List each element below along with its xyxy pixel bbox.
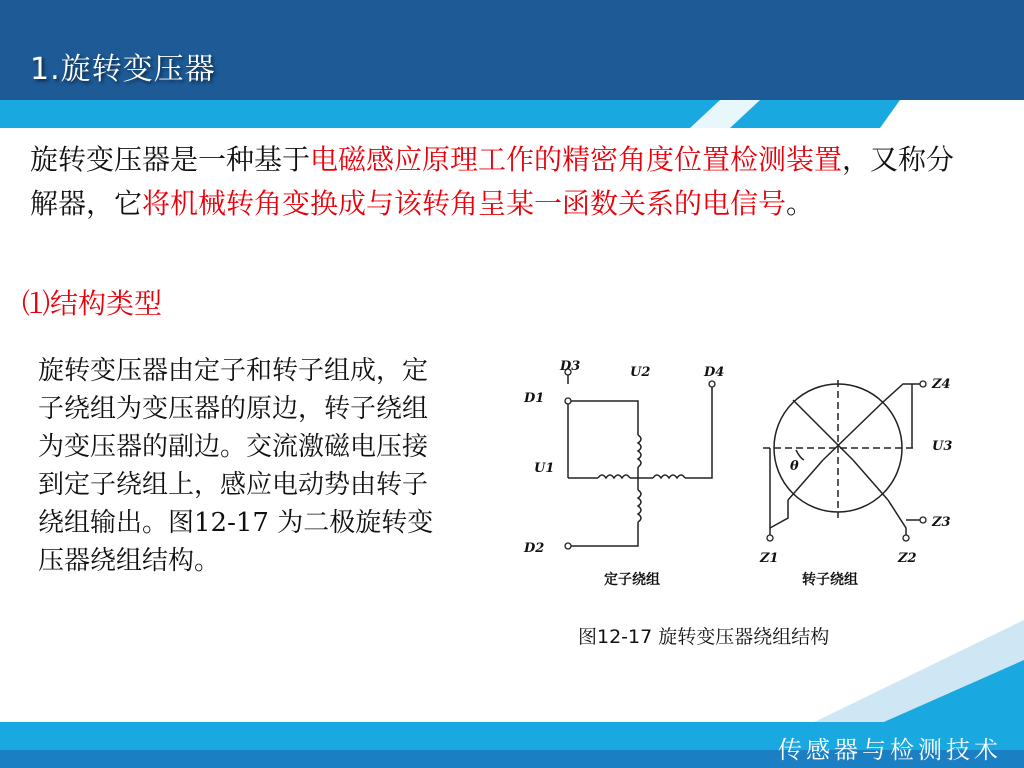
label-u3: U3 [932, 439, 953, 454]
label-d1: D1 [524, 391, 545, 406]
intro-text-1: 旋转变压器是一种基于 [30, 143, 311, 176]
rotor-label: 转子绕组 [802, 572, 858, 588]
label-z3: Z3 [932, 515, 951, 530]
label-d2: D2 [524, 541, 545, 556]
intro-highlight-1: 电磁感应原理工作的精密角度位置检测装置 [310, 143, 843, 176]
description-paragraph: 旋转变压器由定子和转子组成，定子绕组为变压器的原边，转子绕组为变压器的副边。交流激磁电压接到定子绕组上，感应电动势由转子绕组输出。图12-17 为二极旋转变压器绕组结构。 [38, 356, 434, 576]
label-z4: Z4 [932, 377, 951, 392]
label-d3: D3 [560, 359, 581, 374]
label-z1: Z1 [760, 551, 779, 566]
label-theta: θ [790, 459, 799, 474]
label-u2: U2 [630, 365, 651, 380]
intro-text-3: 。 [786, 187, 815, 220]
label-u1: U1 [534, 461, 555, 476]
label-d4: D4 [704, 365, 725, 380]
intro-highlight-2: 将机械转角变换成与该转角呈某一函数关系的电信号 [142, 187, 787, 220]
stator-label: 定子绕组 [604, 572, 660, 588]
figure-caption: 图12-17 旋转变压器绕组结构 [578, 626, 830, 648]
intro-text-2: ，又称分解器，它 [30, 143, 955, 220]
label-z2: Z2 [898, 551, 917, 566]
winding-structure-diagram [508, 350, 968, 602]
intro-paragraph [30, 138, 960, 226]
slide-title: 1.旋转变压器 [30, 52, 216, 87]
section-subheading: ⑴结构类型 [22, 287, 163, 320]
header-stripe [0, 100, 1024, 128]
footer-course-name: 传感器与检测技术 [778, 736, 1002, 764]
